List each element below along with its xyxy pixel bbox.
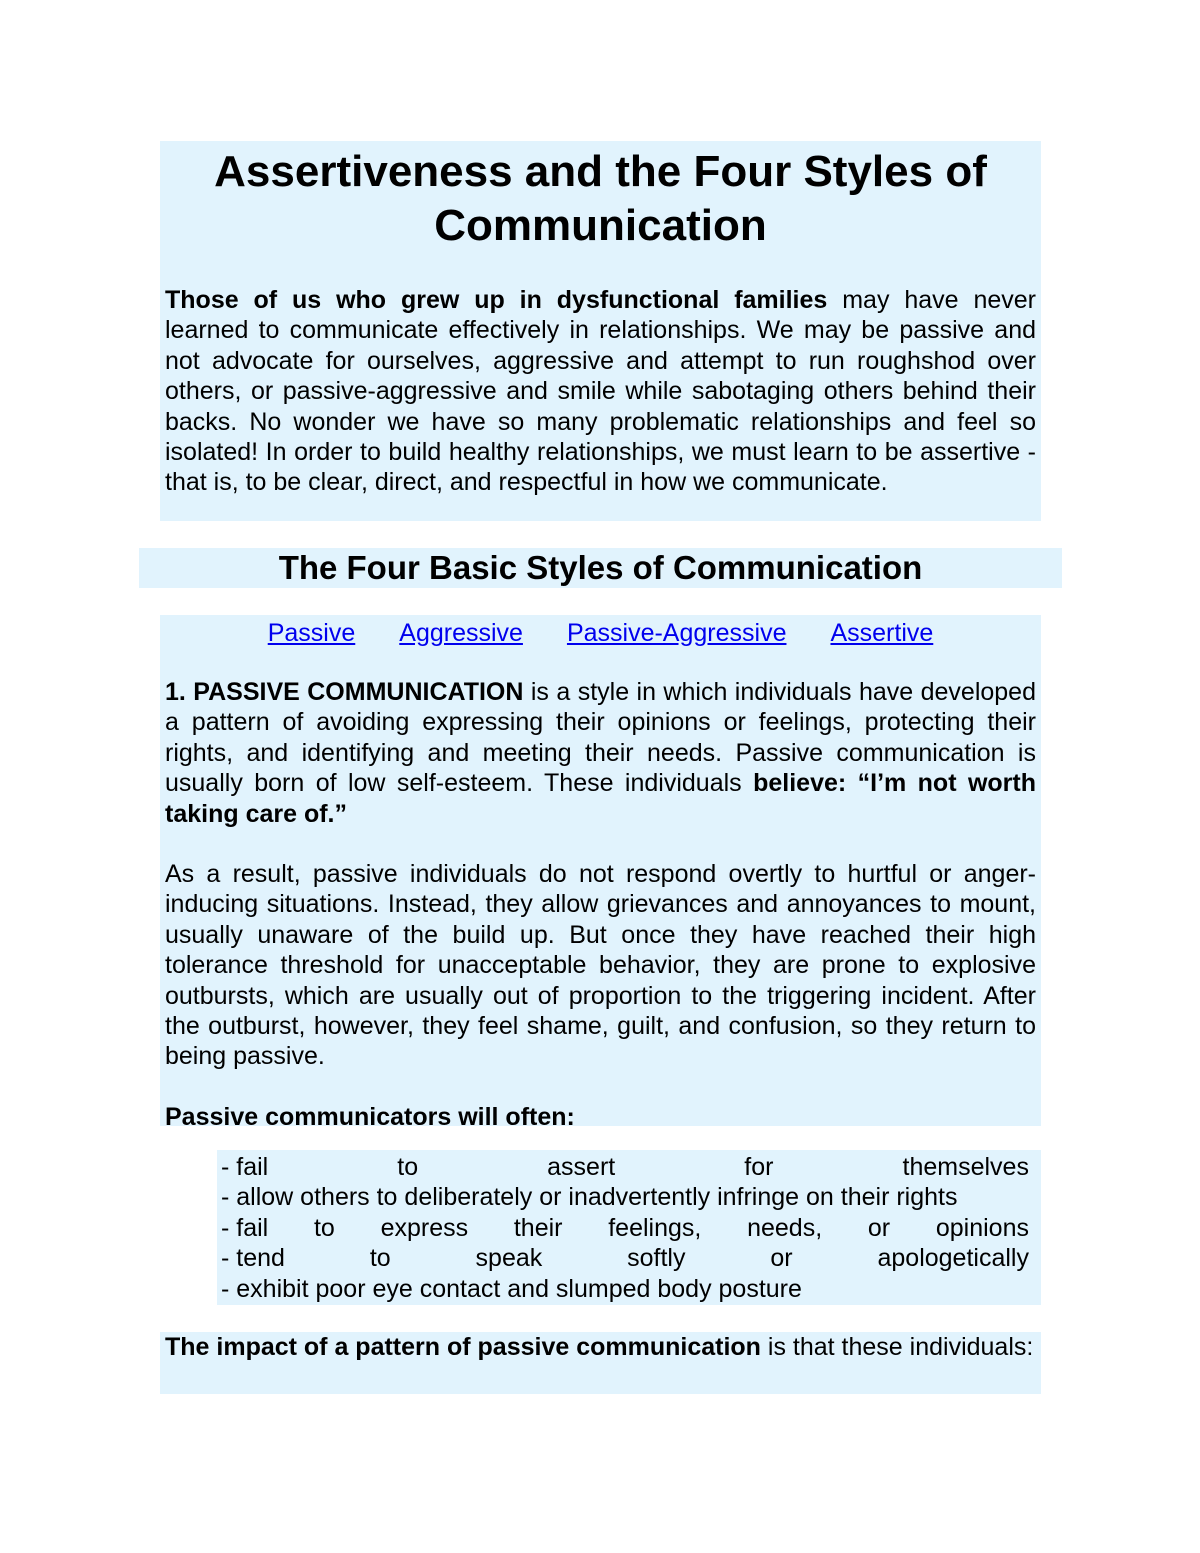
intro-body: may have never learned to communicate effectively in relationships. We may be passive and not advocate for ourselves, aggressive and attempt to run roughshod over others, or passive-aggressive and smile while sabotaging others behind their backs. No wonder we have so many problematic relationships and feel so isolated! In order to build healthy relationships, we must learn to be assertive - that is, to be clear, direct, and respectful in how we communicate. <box>165 286 1036 497</box>
list-item: - allow others to deliberately or inadvertently infringe on their rights <box>221 1183 958 1212</box>
passive-belief: believe: “I’m not worth taking care of.” <box>165 769 1036 828</box>
list-item: - exhibit poor eye contact and slumped body posture <box>221 1274 802 1303</box>
impact-lead: The impact of a pattern of passive communication <box>165 1333 761 1361</box>
impact-block <box>160 1332 1041 1394</box>
intro-lead: Those of us who grew up in dysfunctional families <box>165 286 828 314</box>
passive-list-block <box>217 1150 1041 1305</box>
passive-heading: 1. PASSIVE COMMUNICATION <box>165 678 524 706</box>
list-item: - tend to speak softly or apologetically <box>221 1244 1029 1273</box>
intro-paragraph <box>165 285 1036 498</box>
page-title: Assertiveness and the Four Styles of Communication <box>214 147 987 250</box>
list-item: - fail to assert for themselves <box>221 1153 1029 1181</box>
nav-link-assertive[interactable]: Assertive <box>830 619 934 647</box>
impact-body: is that these individuals: <box>760 1333 1034 1361</box>
nav-link-aggressive[interactable]: Aggressive <box>399 619 523 647</box>
section-heading: The Four Basic Styles of Communication <box>278 549 923 586</box>
passive-definition <box>165 677 1036 829</box>
passive-body: is a style in which individuals have developed a pattern of avoiding expressing their opinions or feelings, protecting their rights, and identifying and meeting their needs. Passive communication is usually born of low self-esteem. These individuals <box>165 678 1036 798</box>
passive-list-heading <box>165 1102 1036 1132</box>
nav-link-passive[interactable]: Passive <box>267 619 356 647</box>
nav-link-passive-aggressive[interactable]: Passive-Aggressive <box>566 619 787 647</box>
style-nav-links <box>165 615 1036 648</box>
passive-paragraph-2: As a result, passive individuals do not respond overtly to hurtful or anger-inducing situations. Instead, they allow grievances and annoyances to mount, usually unaware of the build up. But once they have reached their high tolerance threshold for unacceptable behavior, they are prone to explosive outbursts, which are usually out of proportion to the triggering incident. After the outburst, however, they feel shame, guilt, and confusion, so they return to being passive. <box>165 860 1036 1071</box>
passive-list-heading-text: Passive communicators will often: <box>165 1102 575 1131</box>
intro-block <box>160 141 1041 521</box>
list-item: - fail to express their feelings, needs, or opinions <box>221 1213 1029 1242</box>
impact-paragraph <box>165 1332 1036 1362</box>
passive-section-block <box>160 615 1041 1131</box>
section-heading-bar <box>139 548 1062 588</box>
